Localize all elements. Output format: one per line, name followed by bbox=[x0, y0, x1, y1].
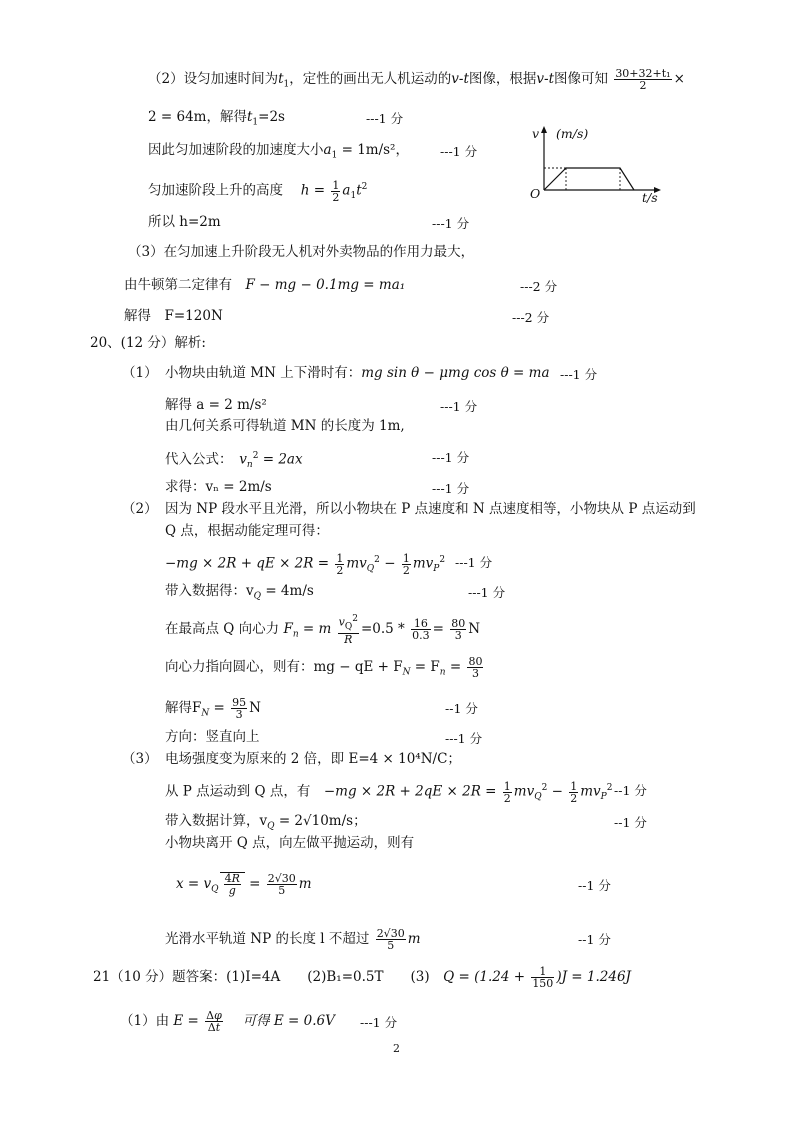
p19-line-1: （2）设匀加速时间为$t_1$，定性的画出无人机运动的v-t图像，根据v-t图像可知 $\frac{\text{30+32+t₁}}{2}$ × bbox=[148, 67, 685, 92]
q20-p2-text-2: Q 点，根据动能定理可得： bbox=[165, 523, 329, 539]
q21-part1: （1）由 E = $\frac{\Delta\varphi}{\Delta t}$ 可得 E = 0.6V bbox=[120, 1009, 335, 1034]
score: ---1 分 bbox=[360, 1015, 398, 1030]
q20-p3-limit: 光滑水平轨道 NP 的长度 l 不超过 $\frac{2√30}{5}$ m bbox=[165, 927, 421, 952]
score: ---2 分 bbox=[520, 279, 558, 294]
q20-part3-number: （3） bbox=[122, 751, 158, 767]
score: --1 分 bbox=[578, 878, 611, 893]
t-axis-label: t/s bbox=[642, 190, 658, 205]
p19-line-4: 匀加速阶段上升的高度 h = $\frac{1}{2}$ $a_1t^2$ bbox=[148, 178, 368, 204]
score: ---1 分 bbox=[432, 216, 470, 231]
q20-p2-fn: 解得$F_N$ = $\frac{95}{3}$ N bbox=[165, 696, 261, 721]
q21-heading: 21（10 分）题答案：(1)I=4A (2)B₁=0.5T (3) Q = (1.24 + $\frac{1}{150}$ )J = 1.246J bbox=[93, 965, 631, 990]
p19-line-2: 2 = 64m，解得$t_1=2s$ bbox=[148, 109, 285, 128]
score: ---1 分 bbox=[432, 450, 470, 465]
q20-p1-result: 求得：vₙ = 2m/s bbox=[165, 479, 272, 495]
page-number: 2 bbox=[393, 1042, 400, 1055]
score: --1 分 bbox=[614, 783, 647, 798]
score: ---1 分 bbox=[366, 111, 404, 126]
p19-line-5: 所以 h=2m bbox=[148, 214, 221, 230]
q20-p3-projectile: 小物块离开 Q 点，向左做平抛运动，则有 bbox=[165, 835, 415, 851]
score: --1 分 bbox=[445, 701, 478, 716]
q20-p2-net-force: 向心力指向圆心，则有：mg − qE + $F_N = F_n$ = $\frac{80}{3}$ bbox=[165, 655, 483, 680]
score: --1 分 bbox=[614, 815, 647, 830]
p19-line-7: 由牛顿第二定律有 F − mg − 0.1mg = ma₁ bbox=[124, 277, 406, 293]
q20-p3-energy: 从 P 点运动到 Q 点，有 −mg × 2R + 2qE × 2R = $\frac{1}{2}$ $mv_Q^2$ − $\frac{1}{2}$ $mv_P^2$ bbox=[165, 779, 613, 805]
q20-p1-length: 由几何关系可得轨道 MN 的长度为 1m, bbox=[165, 418, 405, 434]
q20-p1-line: 小物块由轨道 MN 上下滑时有：mg sin θ − μmg cos θ = ma bbox=[165, 365, 550, 381]
score: ---1 分 bbox=[440, 399, 478, 414]
q20-p3-x: $x = v_Q$ $\frac{4R}{g}$ = $\frac{2√30}{5}$ m bbox=[176, 872, 312, 897]
fraction: $\frac{\text{30+32+t₁}}{2}$ bbox=[615, 67, 671, 92]
v-axis-label: v bbox=[532, 126, 540, 141]
q20-p1-formula: 代入公式： $v_n^2 = 2ax$ bbox=[165, 451, 303, 471]
p19-line-8: 解得 F=120N bbox=[124, 308, 223, 324]
q20-heading: 20、(12 分）解析: bbox=[90, 335, 206, 351]
score: ---1 分 bbox=[440, 144, 478, 159]
score: ---1 分 bbox=[432, 481, 470, 496]
q20-p2-vq: 带入数据得：$v_Q = 4m/s$ bbox=[165, 583, 314, 602]
q20-part2-number: （2） bbox=[122, 501, 158, 517]
q20-p2-energy: −mg × 2R + qE × 2R = $\frac{1}{2}$ $mv_Q^2$ − $\frac{1}{2}$ $mv_P^2$ bbox=[165, 551, 446, 577]
q20-p3-field: 电场强度变为原来的 2 倍，即 E=4 × 10⁴N/C； bbox=[165, 751, 461, 767]
score: --1 分 bbox=[578, 932, 611, 947]
q20-p2-centripetal: 在最高点 Q 向心力 $F_n = m$ $\frac{v_Q^2}{R}$ =0.5 * $\frac{16}{0.3}$ = $\frac{80}{3}$ N bbox=[165, 614, 481, 646]
q20-p1-accel: 解得 a = 2 m/s² bbox=[165, 397, 267, 413]
q20-part1-number: （1） bbox=[122, 365, 158, 381]
score: ---1 分 bbox=[468, 585, 506, 600]
score: ---1 分 bbox=[560, 367, 598, 382]
unit-label: (m/s) bbox=[556, 126, 589, 141]
score: ---2 分 bbox=[512, 310, 550, 325]
q20-p3-vq: 带入数据计算，$v_Q = 2√10m/s$； bbox=[165, 813, 367, 832]
p19-line-6: （3）在匀加速上升阶段无人机对外卖物品的作用力最大， bbox=[128, 244, 475, 260]
q20-p2-text-1: 因为 NP 段水平且光滑，所以小物块在 P 点速度和 N 点速度相等，小物块从 P 点运动到 bbox=[165, 501, 696, 517]
vt-graph bbox=[528, 124, 664, 208]
q20-p2-direction: 方向：竖直向上 bbox=[165, 729, 260, 745]
score: ---1 分 bbox=[445, 731, 483, 746]
score: ---1 分 bbox=[455, 555, 493, 570]
p19-line-3: 因此匀加速阶段的加速度大小$a_1 = 1m/s^2$， bbox=[148, 142, 409, 161]
origin-label: O bbox=[530, 186, 541, 201]
